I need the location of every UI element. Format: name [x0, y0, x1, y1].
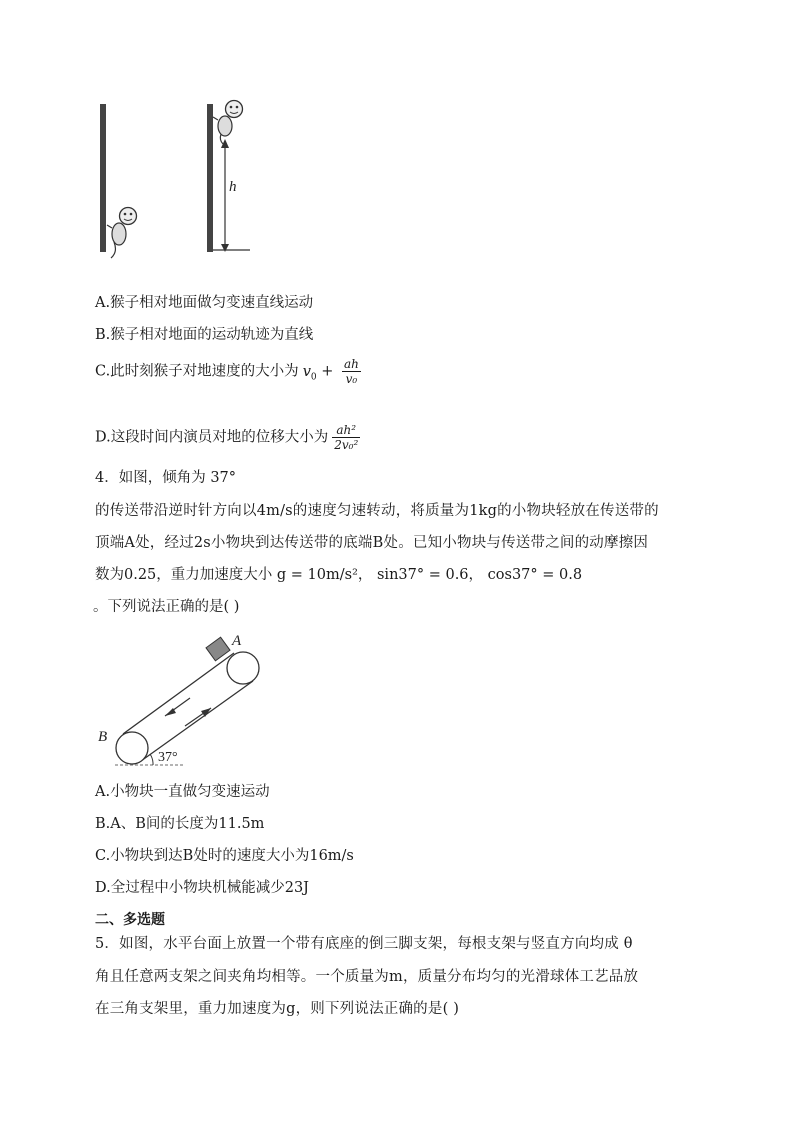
- q5-line-1: 5．如图，水平台面上放置一个带有底座的倒三脚支架，每根支架与竖直方向均成 θ: [95, 936, 633, 952]
- q4-line-4: 数为0.25，重力加速度大小 g = 10m/s²， sin37° = 0.6， cos37° = 0.8: [95, 567, 583, 583]
- belt-bottom-edge: [141, 681, 253, 761]
- q3-option-c-text: C.此时刻猴子对地速度的大小为: [95, 363, 299, 380]
- q4-line-3: 顶端A处，经过2s小物块到达传送带的底端B处。已知小物块与传送带之间的动摩擦因: [95, 535, 649, 551]
- monkey-top: [213, 101, 243, 145]
- left-pole: [100, 104, 106, 252]
- q3-option-d-numerator: ah²: [332, 423, 360, 438]
- conveyor-belt-figure: [95, 628, 275, 773]
- q4-option-c: C.小物块到达B处时的速度大小为16m/s: [95, 848, 354, 864]
- section-heading: 二、多选题: [95, 912, 165, 928]
- q4-option-d: D.全过程中小物块机械能减少23J: [95, 880, 309, 896]
- q3-option-d-fraction: [332, 423, 360, 452]
- q3-option-c-plus: +: [316, 363, 338, 380]
- q5-line-2: 角且任意两支架之间夹角均相等。一个质量为m，质量分布均匀的光滑球体工艺品放: [95, 969, 639, 985]
- small-block: [206, 637, 230, 661]
- q4-option-a: A.小物块一直做匀变速运动: [95, 784, 270, 800]
- q4-line-1: 4．如图，倾角为 37°: [95, 470, 237, 486]
- monkey-bottom: [107, 208, 137, 259]
- bottom-pulley: [116, 732, 148, 764]
- label-b: B: [98, 729, 108, 745]
- belt-top-edge: [123, 653, 234, 734]
- angle-label: 37°: [158, 750, 178, 765]
- height-label: h: [229, 179, 237, 195]
- q5-line-3: 在三角支架里，重力加速度为g，则下列说法正确的是( ): [95, 1001, 460, 1017]
- q3-option-c-v: v: [302, 363, 311, 380]
- q3-option-a: A.猴子相对地面做匀变速直线运动: [95, 295, 314, 311]
- q3-option-c: [95, 357, 361, 387]
- q3-option-c-numerator: ah: [344, 357, 359, 371]
- q3-option-d-denominator: 2v₀²: [334, 438, 359, 452]
- q4-option-b: B.A、B间的长度为11.5m: [95, 816, 265, 832]
- q4-line-2: 的传送带沿逆时针方向以4m/s的速度匀速转动，将质量为1kg的小物块轻放在传送带的: [95, 503, 659, 519]
- q3-option-b: B.猴子相对地面的运动轨迹为直线: [95, 327, 314, 343]
- right-pole: [207, 104, 213, 252]
- monkey-pole-figure: [90, 98, 265, 263]
- q3-option-d-text: D.这段时间内演员对地的位移大小为: [95, 429, 329, 446]
- q4-line-5: 。下列说法正确的是( ): [93, 599, 240, 615]
- top-pulley: [227, 652, 259, 684]
- q3-option-c-denominator: v₀: [345, 372, 358, 386]
- label-a: A: [232, 633, 242, 649]
- q3-option-d: [95, 423, 360, 452]
- q3-option-c-sub: 0: [310, 372, 317, 383]
- q3-option-c-fraction: [342, 357, 361, 386]
